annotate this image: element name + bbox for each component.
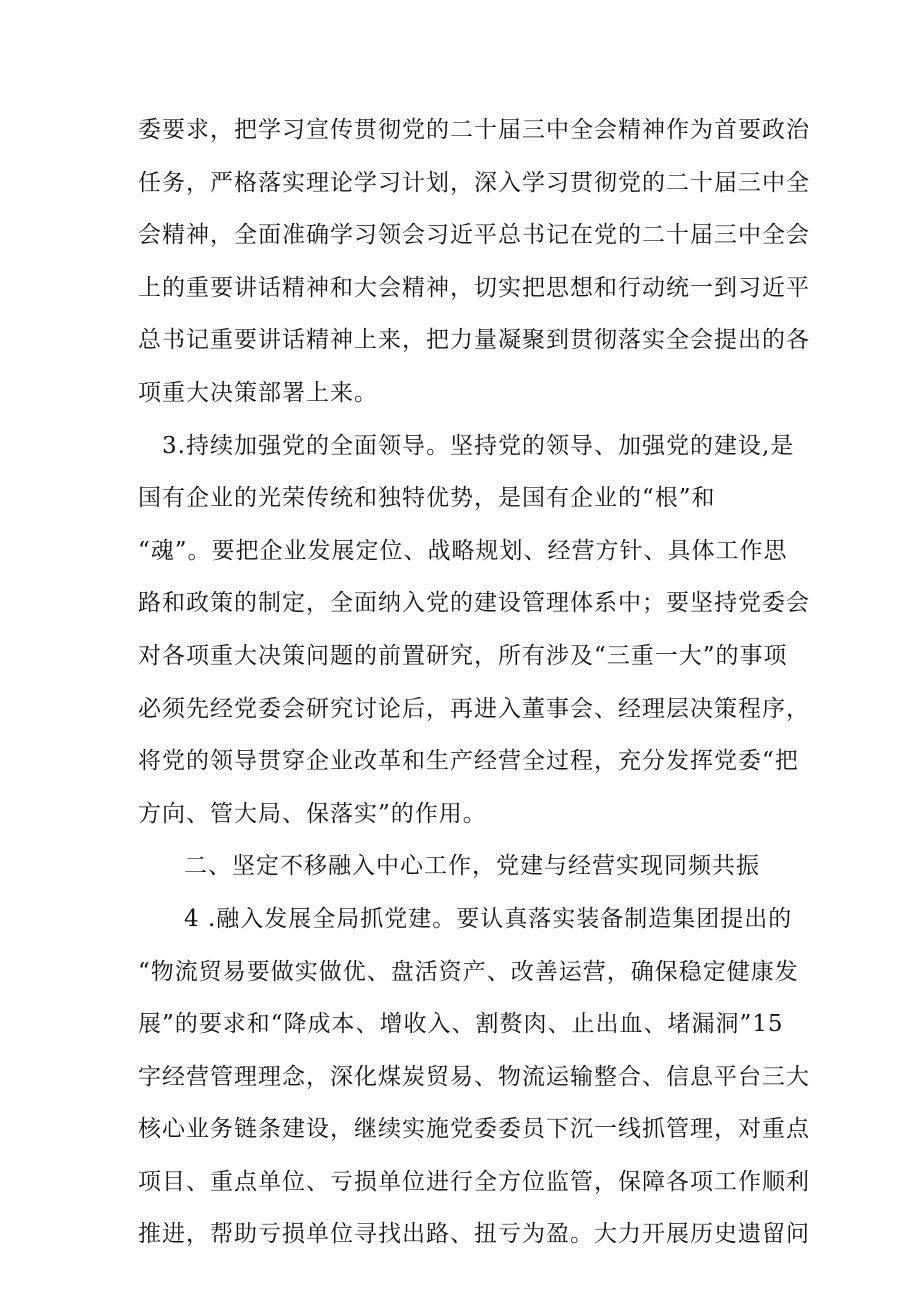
paragraph-line: 任务，严格落实理论学习计划，深入学习贯彻党的二十届三中全 [138, 169, 810, 196]
paragraph-line: 对各项重大决策问题的前置研究，所有涉及“三重一大”的事项 [138, 642, 788, 669]
paragraph-line: “魂”。要把企业发展定位、战略规划、经营方针、具体工作思 [138, 537, 788, 564]
document-body [138, 104, 810, 1261]
paragraph-line: 会精神，全面准确学习领会习近平总书记在党的二十届三中全会 [138, 222, 810, 249]
paragraph-line: 必须先经党委会研究讨论后，再进入董事会、经理层决策程序， [138, 695, 810, 722]
paragraph-line: 上的重要讲话精神和大会精神，切实把思想和行动统一到习近平 [138, 274, 810, 301]
paragraph-line: 方向、管大局、保落实”的作用。 [138, 800, 487, 827]
paragraph-line: 项目、重点单位、亏损单位进行全方位监管，保障各项工作顺利 [138, 1168, 810, 1195]
paragraph-line: 将党的领导贯穿企业改革和生产经营全过程，充分发挥党委“把 [138, 748, 799, 775]
section-heading: 二、坚定不移融入中心工作，党建与经营实现同频共振 [184, 853, 760, 880]
paragraph-line: 总书记重要讲话精神上来，把力量凝聚到贯彻落实全会提出的各 [138, 327, 810, 354]
paragraph-heading-3: 3.持续加强党的全面领导。坚持党的领导、加强党的建设,是 [162, 432, 795, 459]
paragraph-line: 核心业务链条建设，继续实施党委委员下沉一线抓管理，对重点 [138, 1116, 810, 1143]
paragraph-line: 展”的要求和“降成本、增收入、割赘肉、止出血、堵漏洞”15 [138, 1011, 784, 1038]
paragraph-line: 字经营管理理念，深化煤炭贸易、物流运输整合、信息平台三大 [138, 1063, 810, 1090]
paragraph-line: 委要求，把学习宣传贯彻党的二十届三中全会精神作为首要政治 [138, 117, 810, 143]
paragraph-line: “物流贸易要做实做优、盘活资产、改善运营，确保稳定健康发 [138, 958, 799, 985]
paragraph-heading-4: 4 .融入发展全局抓党建。要认真落实装备制造集团提出的 [184, 905, 793, 932]
paragraph-line: 路和政策的制定，全面纳入党的建设管理体系中；要坚持党委会 [138, 590, 810, 617]
paragraph-line: 项重大决策部署上来。 [138, 379, 378, 406]
paragraph-line: 推进，帮助亏损单位寻找出路、扭亏为盈。大力开展历史遗留问 [138, 1221, 810, 1248]
paragraph-line: 国有企业的光荣传统和独特优势，是国有企业的“根”和 [138, 485, 716, 512]
